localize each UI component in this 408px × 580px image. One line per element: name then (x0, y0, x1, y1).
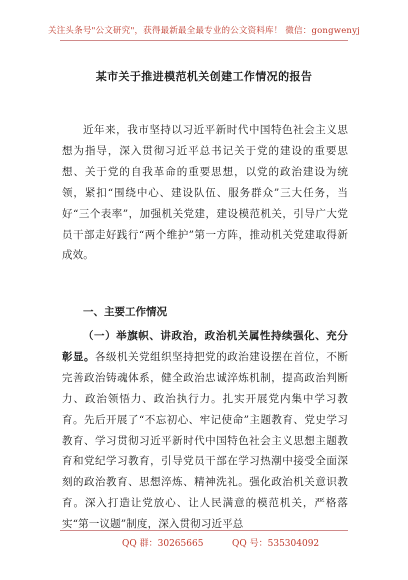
subsection-lead: （一）举旗帜、讲政治，政治机关属性持续强化、充分彰显。 (62, 330, 348, 363)
document-title: 某市关于推进模范机关创建工作情况的报告 (95, 70, 313, 83)
footer-qq-group: QQ 群：30265665 (122, 539, 204, 549)
subsection-body: 各级机关党组织坚持把党的政治建设摆在首位，不断完善政治铸魂体系，健全政治忠诚淬炼机制，提高政治判断力、政治领悟力、政治执行力。扎实开展党内集中学习教育。先后开展了“不忘初心、牢记使命”主题教育、党史学习教育、学习贯彻习近平新时代中国特色社会主义思想主题教育和党纪学习教育，引导党员干部在学习热潮中接受全面深刻的政治教育、思想淬炼、精神洗礼。强化政治机关意识教育。深入打造让党放心、让人民满意的模范机关，严格落实“第一议题”制度，深入贯彻习近平总 (62, 350, 348, 531)
header-divider (60, 40, 348, 41)
footer-divider (60, 530, 348, 531)
intro-paragraph: 近年来，我市坚持以习近平新时代中国特色社会主义思想为指导，深入贯彻习近平总书记关于党的建设的重要思想、关于党的自我革命的重要思想，以党的政治建设为统领，紧扣“围绕中心、建设队伍、服务群众”三大任务，当好“三个表率”，加强机关党建，建设模范机关，引导广大党员干部走好践行“两个维护”第一方阵，推动机关党建取得新成效。 (62, 124, 348, 262)
section-heading: 一、主要工作情况 (83, 306, 167, 318)
subsection-paragraph (62, 326, 348, 535)
footer-qq-number: QQ 号：535304092 (232, 539, 320, 549)
header-banner: 关注头条号"公文研究"，获得最新最全最专业的公文资料库！ 微信：gongwenyj (48, 26, 360, 36)
